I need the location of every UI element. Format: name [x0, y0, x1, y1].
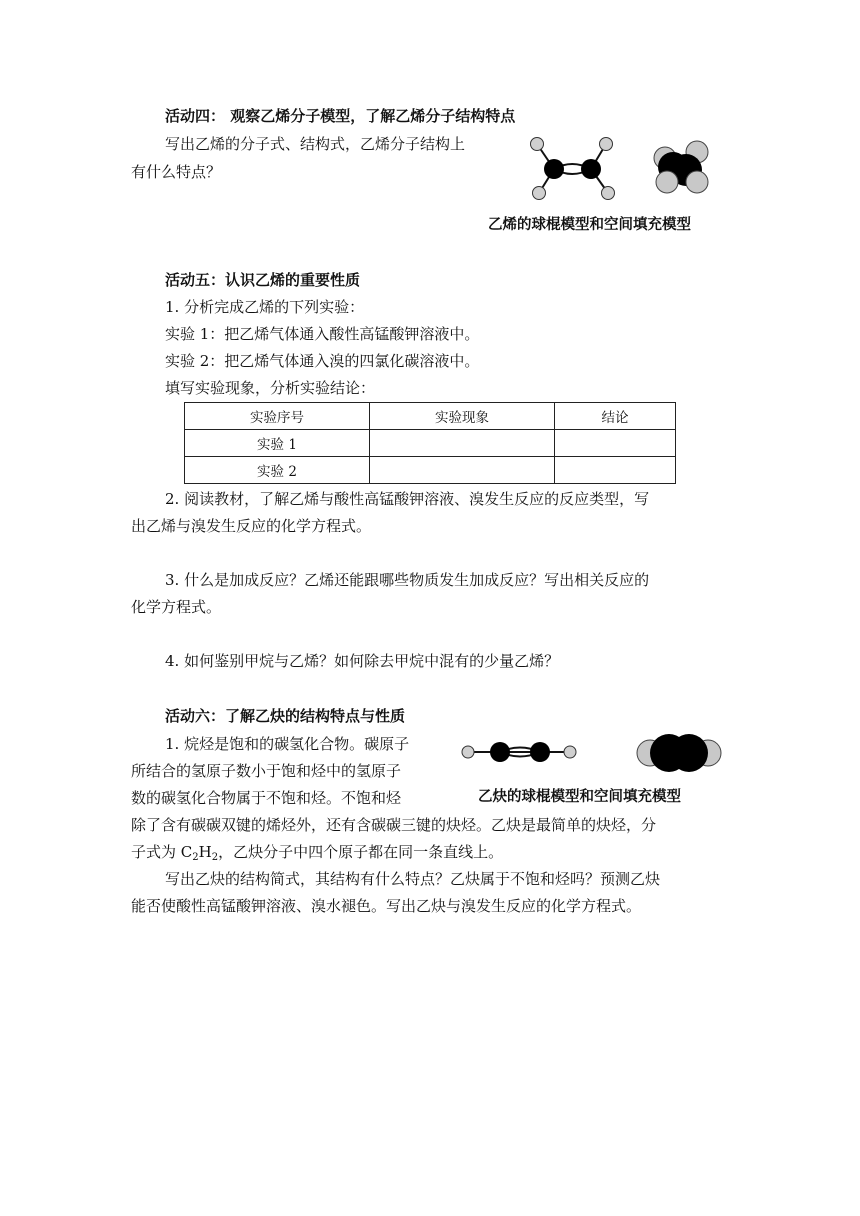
- formula-subscript: 2: [211, 852, 219, 863]
- table-header-cell: 结论: [555, 403, 676, 430]
- activity6-line1: 1. 烷烃是饱和的碳氢化合物。碳原子: [165, 735, 410, 753]
- table-header-cell: 实验序号: [185, 403, 370, 430]
- ethene-model-caption: 乙烯的球棍模型和空间填充模型: [488, 217, 691, 233]
- ethene-ball-stick-model: [528, 135, 618, 205]
- activity6-line6: 写出乙炔的结构简式，其结构有什么特点？乙炔属于不饱和烃吗？预测乙炔: [165, 870, 661, 888]
- ethene-space-filling-model: [653, 140, 713, 200]
- table-cell: 实验 2: [185, 457, 370, 484]
- formula-subscript: 2: [192, 852, 199, 863]
- table-cell[interactable]: [370, 430, 555, 457]
- activity6-heading: 活动六：了解乙炔的结构特点与性质: [165, 707, 406, 725]
- ethyne-space-filling-model: [636, 733, 722, 773]
- table-row: [185, 430, 676, 457]
- table-cell: 实验 1: [185, 430, 370, 457]
- activity5-item4: 4. 如何鉴别甲烷与乙烯？如何除去甲烷中混有的少量乙烯？: [165, 652, 560, 670]
- table-cell[interactable]: [555, 457, 676, 484]
- activity4-paragraph-line2: 有什么特点？: [131, 163, 222, 181]
- activity5-item3-line2: 化学方程式。: [131, 598, 222, 616]
- activity5-item1: 1. 分析完成乙烯的下列实验：: [165, 298, 365, 316]
- experiment-table: [184, 402, 676, 484]
- table-row: [185, 457, 676, 484]
- table-cell[interactable]: [370, 457, 555, 484]
- ethyne-ball-stick-model: [460, 739, 578, 765]
- activity5-heading: 活动五：认识乙烯的重要性质: [165, 271, 361, 289]
- table-instruction: 填写实验现象，分析实验结论：: [165, 379, 376, 397]
- experiment2-text: 实验 2：把乙烯气体通入溴的四氯化碳溶液中。: [165, 352, 480, 370]
- ethyne-model-caption: 乙炔的球棍模型和空间填充模型: [478, 789, 681, 805]
- activity5-item2-line2: 出乙烯与溴发生反应的化学方程式。: [131, 517, 372, 535]
- activity6-line7: 能否使酸性高锰酸钾溶液、溴水褪色。写出乙炔与溴发生反应的化学方程式。: [131, 897, 642, 915]
- activity5-item3-line1: 3. 什么是加成反应？乙烯还能跟哪些物质发生加成反应？写出相关反应的: [165, 571, 650, 589]
- formula-suffix: ，乙炔分子中四个原子都在同一条直线上。: [218, 843, 504, 861]
- activity6-line5: [131, 842, 503, 862]
- activity4-paragraph-line1: 写出乙烯的分子式、结构式，乙烯分子结构上: [165, 135, 466, 153]
- table-header-row: [185, 403, 676, 430]
- experiment1-text: 实验 1：把乙烯气体通入酸性高锰酸钾溶液中。: [165, 325, 480, 343]
- formula-prefix: 子式为 C: [131, 843, 193, 861]
- formula-hydrogen: H: [198, 843, 212, 861]
- activity5-item2-line1: 2. 阅读教材，了解乙烯与酸性高锰酸钾溶液、溴发生反应的反应类型，写: [165, 490, 650, 508]
- activity6-line4: 除了含有碳碳双键的烯烃外，还有含碳碳三键的炔烃。乙炔是最简单的炔烃，分: [131, 816, 657, 834]
- activity6-line3: 数的碳氢化合物属于不饱和烃。不饱和烃: [131, 789, 402, 807]
- table-header-cell: 实验现象: [370, 403, 555, 430]
- activity4-heading: 活动四： 观察乙烯分子模型，了解乙烯分子结构特点: [165, 107, 516, 125]
- activity6-line2: 所结合的氢原子数小于饱和烃中的氢原子: [131, 762, 402, 780]
- table-cell[interactable]: [555, 430, 676, 457]
